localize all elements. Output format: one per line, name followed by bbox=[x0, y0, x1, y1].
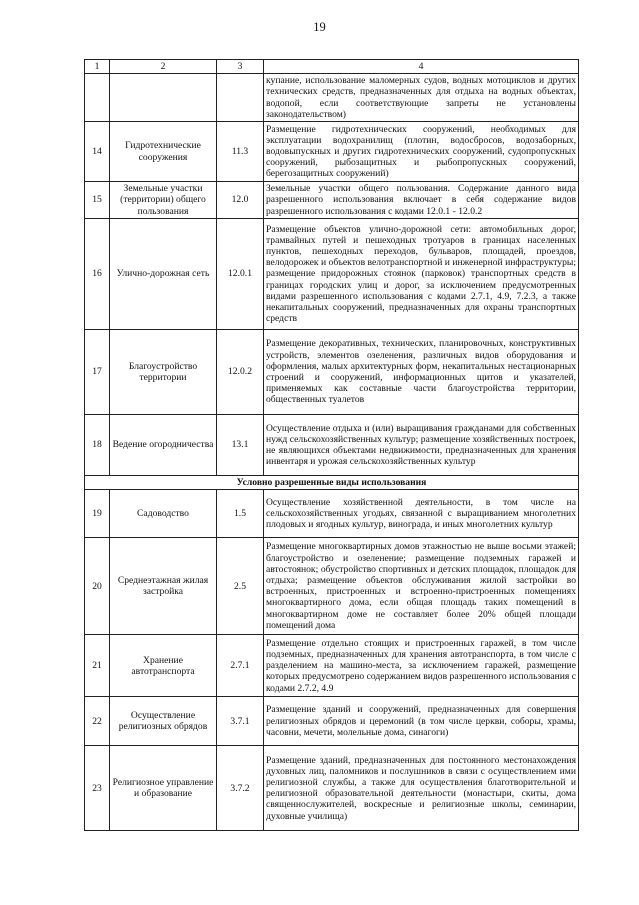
row-number: 21 bbox=[85, 635, 110, 697]
row-code: 2.5 bbox=[217, 538, 264, 635]
row-name: Среднеэтажная жилая застройка bbox=[110, 538, 217, 635]
row-description: Размещение декоративных, технических, планировочных, конструктивных устройств, элементов озеленения, различных видов оборудования и оформления, малых архитектурных форм, некапитальных нестационарных строений и сооружений, информационных щитов и указателей, применяемых как составные части благоустройства территории, общественных туалетов bbox=[264, 330, 579, 415]
row-name: Садоводство bbox=[110, 490, 217, 538]
table-row bbox=[85, 330, 579, 415]
row-name: Улично-дорожная сеть bbox=[110, 219, 217, 330]
row-number: 16 bbox=[85, 219, 110, 330]
row-name: Ведение огородничества bbox=[110, 415, 217, 476]
row-name: Гидротехнические сооружения bbox=[110, 122, 217, 182]
column-header-name: 2 bbox=[110, 60, 217, 74]
row-name: Осуществление религиозных обрядов bbox=[110, 697, 217, 746]
row-description: Размещение отдельно стоящих и пристроенных гаражей, в том числе подземных, предназначенных для хранения автотранспорта, в том числе с разделением на машино-места, за исключением гаражей, размещение которых предусмотрено содержанием видов разрешенного использования с кодами 2.7.2, 4.9 bbox=[264, 635, 579, 697]
land-use-table bbox=[84, 59, 579, 831]
column-header-description: 4 bbox=[264, 60, 579, 74]
row-description: Осуществление отдыха и (или) выращивания гражданами для собственных нужд сельскохозяйственных культур; размещение хозяйственных построек, не являющихся объектами недвижимости, предназначенных для хранения инвентаря и урожая сельскохозяйственных культур bbox=[264, 415, 579, 476]
section-title: Условно разрешенные виды использования bbox=[85, 476, 579, 490]
row-number bbox=[85, 74, 110, 122]
row-description: Размещение объектов улично-дорожной сети: автомобильных дорог, трамвайных путей и пешеходных тротуаров в границах населенных пунктов, пешеходных переходов, бульваров, площадей, проездов, велодорожек и объектов велотранспортной и инженерной инфраструктуры; размещение придорожных стоянок (парковок) транспортных средств в границах городских улиц и дорог, за исключением предусмотренных видами разрешенного использования с кодами 2.7.1, 4.9, 7.2.3, а также некапитальных сооружений, предназначенных для охраны транспортных средств bbox=[264, 219, 579, 330]
section-header-row bbox=[85, 476, 579, 490]
column-header-code: 3 bbox=[217, 60, 264, 74]
row-code: 2.7.1 bbox=[217, 635, 264, 697]
row-number: 15 bbox=[85, 182, 110, 219]
row-code: 12.0.1 bbox=[217, 219, 264, 330]
table-header-row bbox=[85, 60, 579, 74]
row-number: 20 bbox=[85, 538, 110, 635]
row-number: 17 bbox=[85, 330, 110, 415]
table-row bbox=[85, 122, 579, 182]
row-name: Религиозное управление и образование bbox=[110, 746, 217, 831]
row-description: купание, использование маломерных судов, водных мотоциклов и других технических средств, предназначенных для отдыха на водных объектах, водопой, если соответствующие запреты не установлены законодательством) bbox=[264, 74, 579, 122]
row-name: Хранение автотранспорта bbox=[110, 635, 217, 697]
row-number: 19 bbox=[85, 490, 110, 538]
row-description: Земельные участки общего пользования. Содержание данного вида разрешенного использования включает в себя содержание видов разрешенного использования с кодами 12.0.1 - 12.0.2 bbox=[264, 182, 579, 219]
table-row bbox=[85, 746, 579, 831]
page-number: 19 bbox=[313, 20, 326, 34]
row-name: Земельные участки (территории) общего пользования bbox=[110, 182, 217, 219]
row-number: 22 bbox=[85, 697, 110, 746]
row-code: 3.7.2 bbox=[217, 746, 264, 831]
row-number: 14 bbox=[85, 122, 110, 182]
row-code: 13.1 bbox=[217, 415, 264, 476]
row-description: Размещение зданий и сооружений, предназначенных для совершения религиозных обрядов и церемоний (в том числе церкви, соборы, храмы, часовни, мечети, молельные дома, синагоги) bbox=[264, 697, 579, 746]
row-name bbox=[110, 74, 217, 122]
row-description: Размещение многоквартирных домов этажностью не выше восьми этажей; благоустройство и озеленение; размещение подземных гаражей и автостоянок; обустройство спортивных и детских площадок, площадок для отдыха; размещение объектов обслуживания жилой застройки во встроенных, пристроенных и встроенно-пристроенных помещениях многоквартирного дома, если общая площадь таких помещений в многоквартирном доме не составляет более 20% общей площади помещений дома bbox=[264, 538, 579, 635]
table-row bbox=[85, 490, 579, 538]
table-row bbox=[85, 697, 579, 746]
row-number: 18 bbox=[85, 415, 110, 476]
row-description: Размещение зданий, предназначенных для постоянного местонахождения духовных лиц, паломников и послушников в связи с осуществлением ими религиозной службы, а также для осуществления благотворительной и религиозной образовательной деятельности (монастыри, скиты, дома священнослужителей, воскресные и религиозные школы, семинарии, духовные училища) bbox=[264, 746, 579, 831]
row-description: Осуществление хозяйственной деятельности, в том числе на сельскохозяйственных угодьях, связанной с выращиванием многолетних плодовых и ягодных культур, винограда, и иных многолетних культур bbox=[264, 490, 579, 538]
row-number: 23 bbox=[85, 746, 110, 831]
table-row bbox=[85, 74, 579, 122]
column-header-number: 1 bbox=[85, 60, 110, 74]
row-name: Благоустройство территории bbox=[110, 330, 217, 415]
row-description: Размещение гидротехнических сооружений, необходимых для эксплуатации водохранилищ (плотин, водосбросов, водозаборных, водовыпускных и других гидротехнических сооружений, судопропускных сооружений, рыбозащитных и рыбопропускных сооружений, берегозащитных сооружений) bbox=[264, 122, 579, 182]
table-row bbox=[85, 415, 579, 476]
row-code: 12.0.2 bbox=[217, 330, 264, 415]
row-code: 12.0 bbox=[217, 182, 264, 219]
row-code: 3.7.1 bbox=[217, 697, 264, 746]
table-row bbox=[85, 182, 579, 219]
row-code: 11.3 bbox=[217, 122, 264, 182]
table-row bbox=[85, 219, 579, 330]
row-code bbox=[217, 74, 264, 122]
row-code: 1.5 bbox=[217, 490, 264, 538]
table-row bbox=[85, 635, 579, 697]
table-row bbox=[85, 538, 579, 635]
